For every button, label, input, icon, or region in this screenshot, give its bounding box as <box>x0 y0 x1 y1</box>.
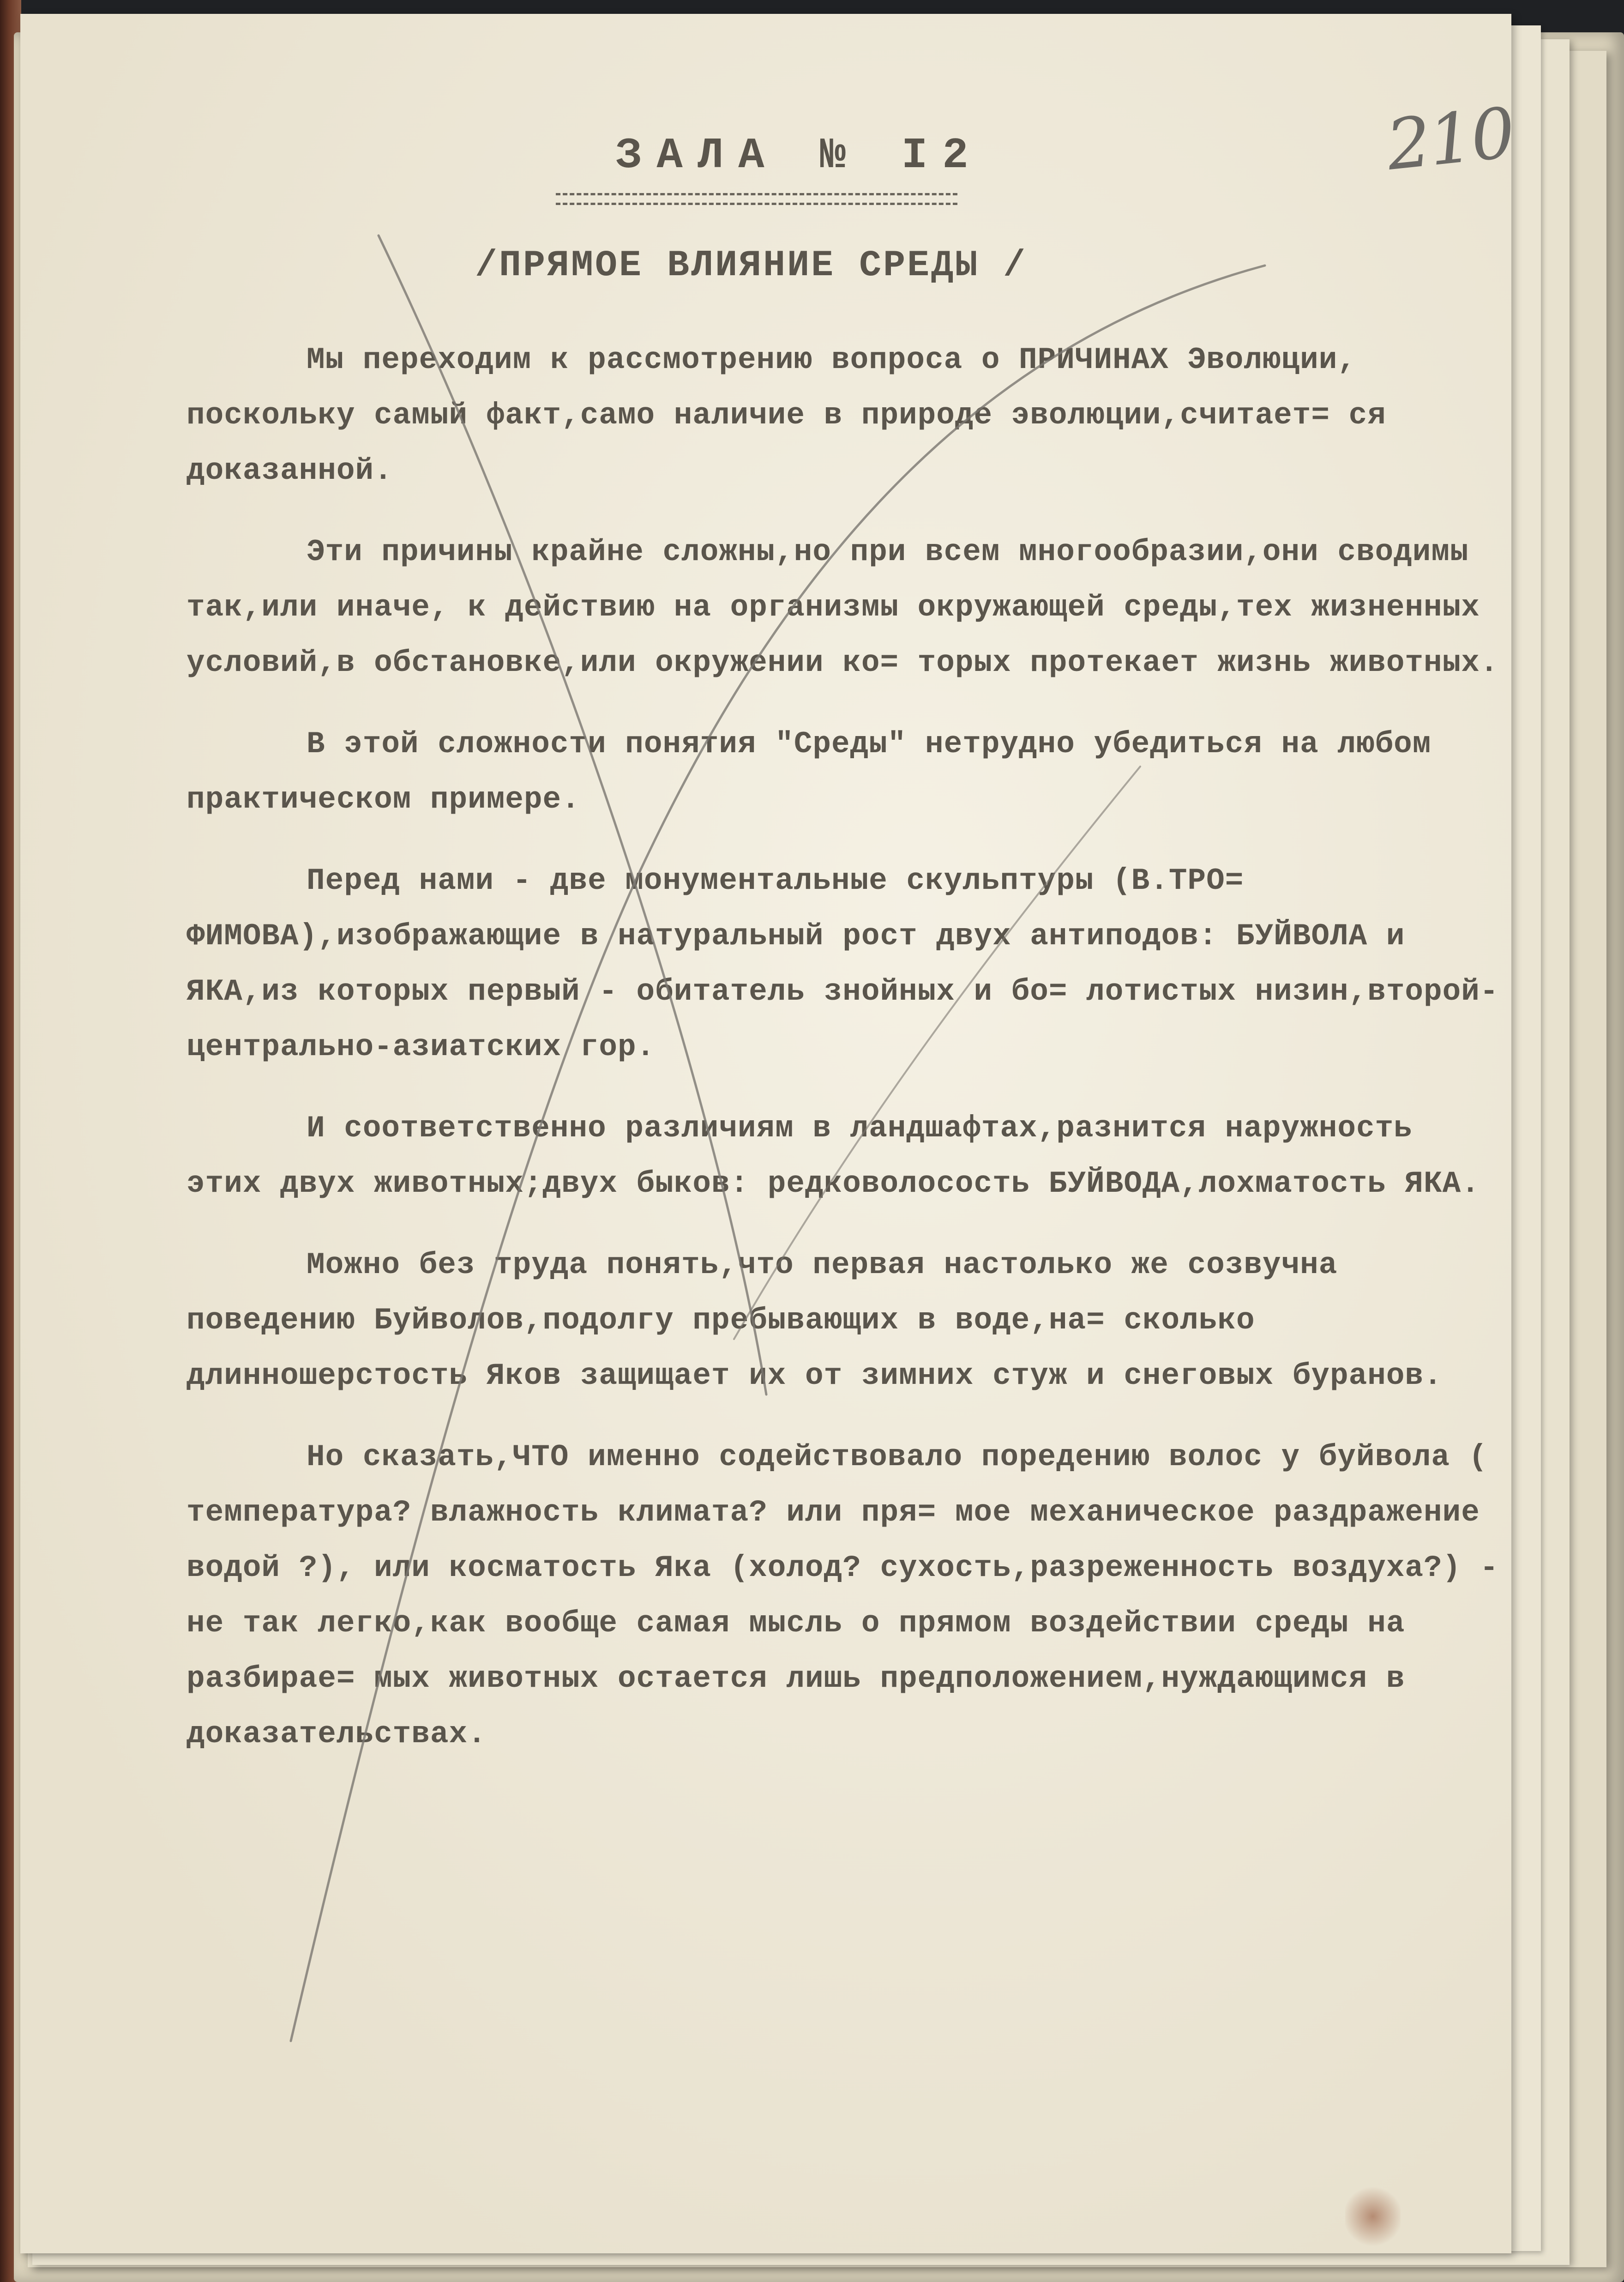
title-underline <box>556 193 957 205</box>
rust-stain <box>1345 2184 1401 2249</box>
paragraph: Можно без труда понять,что первая настолько же созвучна поведению Буйволов,подолгу пребывающих в воде,на= сколько длинношерстость Яков защищает их от зимних стуж и снеговых буранов. <box>186 1248 1443 1393</box>
paragraph: Эти причины крайне сложны,но при всем многообразии,они сводимы так,или иначе, к действию на организмы окружающей среды,тех жизненных условий,в обстановке,или окружении ко= торых протекает жизнь животных. <box>186 535 1499 680</box>
page-subtitle: /ПРЯМОЕ ВЛИЯНИЕ СРЕДЫ / <box>475 245 1028 287</box>
body-text <box>186 332 1502 1788</box>
folio-number: 210 <box>1383 93 1517 186</box>
paragraph: Перед нами - две монументальные скульптуры (В.ТРО= ФИМОВА),изображающие в натуральный рост двух антиподов: БУЙВОЛА и ЯКА,из которых первый - обитатель знойных и бо= лотистых низин,второй- центрально-азиатских гор. <box>186 863 1499 1064</box>
paragraph: Но сказать,ЧТО именно содействовало поредению волос у буйвола ( температура? влажность климата? или пря= мое механическое раздражение водой ?), или косматость Яка (холод? сухость,разреженность воздуха?) - не так легко,как вообще самая мысль о прямом воздействии среды на разбирае= мых животных остается лишь предположением,нуждающимся в доказательствах. <box>186 1440 1499 1751</box>
paragraph: Мы переходим к рассмотрению вопроса о ПРИЧИНАХ Эволюции, поскольку самый факт,само наличие в природе эволюции,считает= ся доказанной. <box>186 343 1386 488</box>
page-title: ЗАЛА № I2 <box>616 132 983 181</box>
paragraph: И соответственно различиям в ландшафтах,разнится наружность этих двух животных;двух быков: редковолосость БУЙВОДА,лохматость ЯКА. <box>186 1111 1480 1201</box>
typed-page <box>20 14 1517 2253</box>
paragraph: В этой сложности понятия "Среды" нетрудно убедиться на любом практическом примере. <box>186 727 1432 817</box>
